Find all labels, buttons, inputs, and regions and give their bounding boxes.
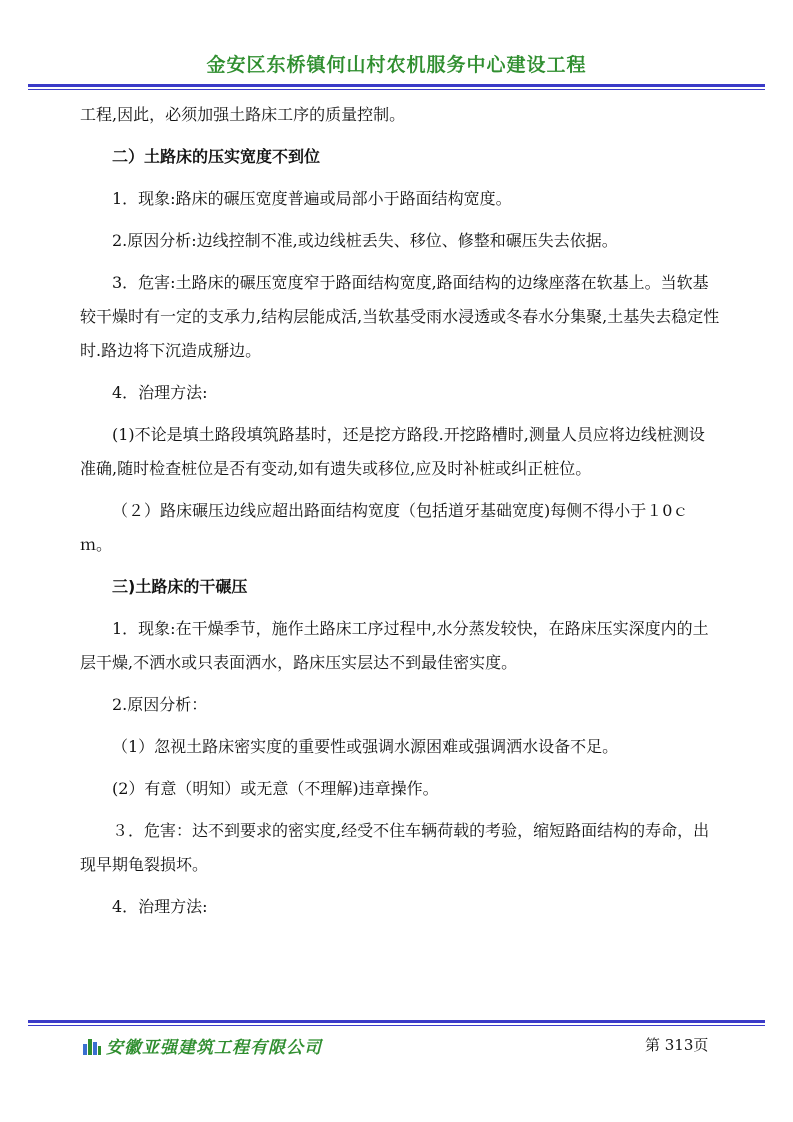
paragraph: 1．现象:在干燥季节，施作土路床工序过程中,水分蒸发较快，在路床压实深度内的土层干燥,不洒水或只表面洒水，路床压实层达不到最佳密实度。 — [80, 619, 709, 672]
paragraph: （２）路床碾压边线应超出路面结构宽度（包括道牙基础宽度)每侧不得小于１0ｃｍ。 — [80, 501, 689, 554]
paragraph: 4．治理方法: — [112, 897, 208, 916]
paragraph: ３．危害：达不到要求的密实度,经受不住车辆荷载的考验，缩短路面结构的寿命，出现早期龟裂损坏。 — [80, 821, 710, 874]
section-heading: 三)土路床的干碾压 — [112, 577, 248, 596]
paragraph: (2）有意（明知）或无意（不理解)违章操作。 — [112, 779, 439, 798]
paragraph: 4．治理方法: — [112, 383, 208, 402]
paragraph: 2.原因分析： — [112, 695, 208, 714]
page-number: 第 313页 — [645, 1036, 709, 1054]
header-rule — [28, 84, 765, 90]
paragraph: 1．现象:路床的碾压宽度普遍或局部小于路面结构宽度。 — [112, 189, 512, 208]
document-body — [80, 98, 720, 932]
paragraph: 3．危害:土路床的碾压宽度窄于路面结构宽度,路面结构的边缘座落在软基上。当软基较干燥时有一定的支承力,结构层能成活,当软基受雨水浸透或冬春水分集聚,土基失去稳定性时.路边将下沉造成掰边。 — [80, 273, 720, 360]
paragraph: （1）忽视土路床密实度的重要性或强调水源困难或强调洒水设备不足。 — [112, 737, 619, 756]
footer-company — [82, 1033, 322, 1058]
document-header-title: 金安区东桥镇何山村农机服务中心建设工程 — [206, 54, 587, 76]
company-name: 安徽亚强建筑工程有限公司 — [106, 1038, 322, 1058]
section-heading: 二）土路床的压实宽度不到位 — [112, 147, 321, 166]
paragraph: 2.原因分析:边线控制不准,或边线桩丢失、移位、修整和碾压失去依据。 — [112, 231, 618, 250]
paragraph: (1)不论是填土路段填筑路基时，还是挖方路段.开挖路槽时,测量人员应将边线桩测设准确,随时检查桩位是否有变动,如有遗失或移位,应及时补桩或纠正桩位。 — [80, 425, 705, 478]
paragraph: 工程,因此，必须加强土路床工序的质量控制。 — [80, 105, 406, 124]
building-logo-icon — [82, 1036, 102, 1056]
footer-rule — [28, 1020, 765, 1026]
